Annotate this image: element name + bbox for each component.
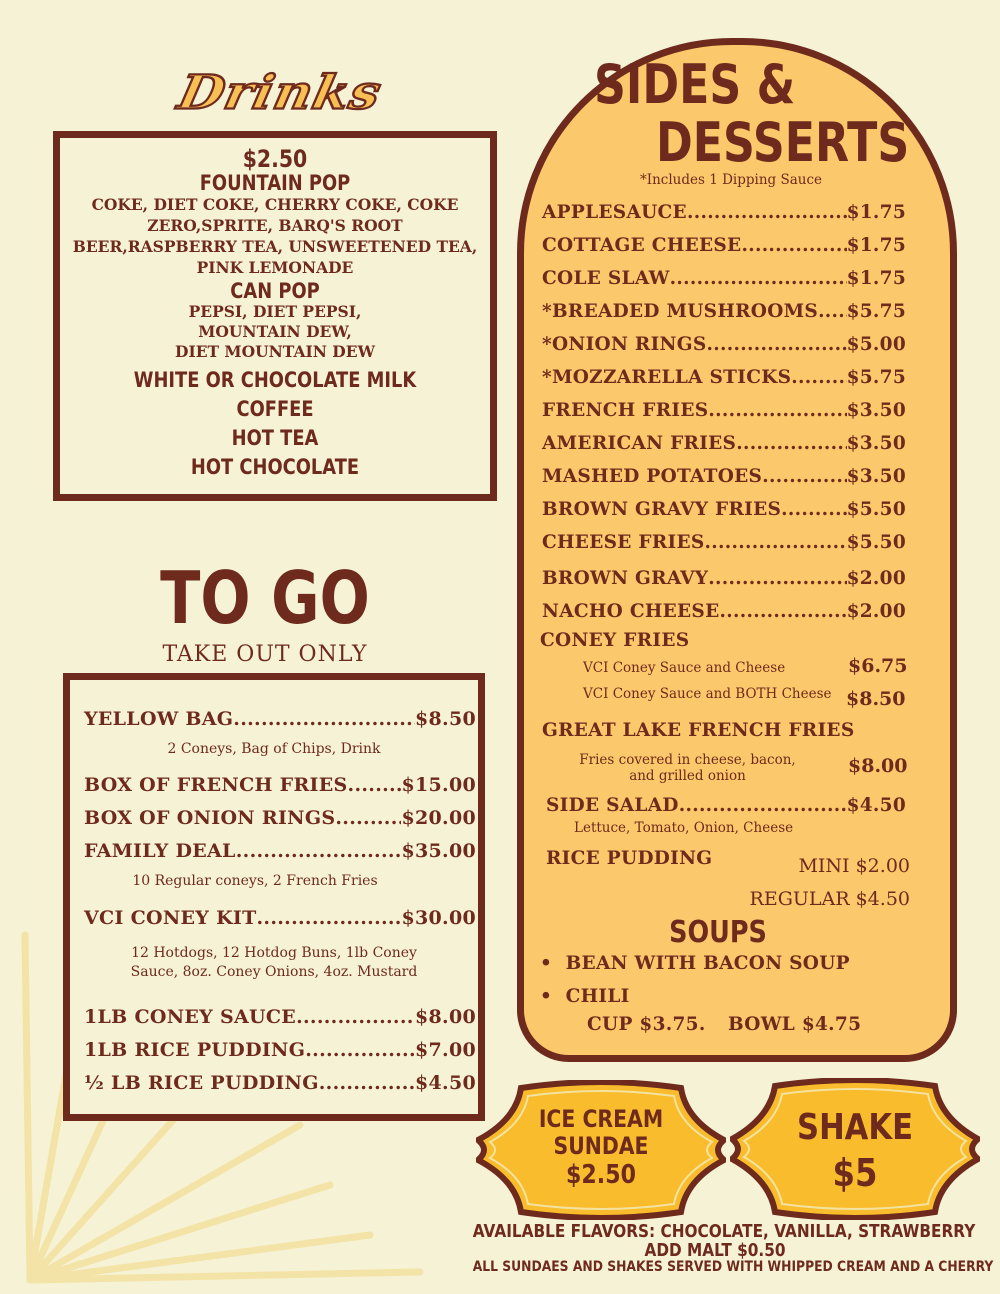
coney-kit-note-2: Sauce, 8oz. Coney Onions, 4oz. Mustard bbox=[130, 964, 418, 980]
shake-label: SHAKE bbox=[797, 1107, 913, 1148]
togo-label: ½ LB RICE PUDDING bbox=[84, 1072, 319, 1094]
side-price: $1.75 bbox=[846, 235, 906, 256]
togo-price: $35.00 bbox=[401, 840, 476, 862]
togo-price: $4.50 bbox=[415, 1072, 476, 1094]
side-label: APPLESAUCE bbox=[542, 202, 687, 223]
side-label: COLE SLAW bbox=[542, 268, 670, 289]
side-row bbox=[542, 367, 906, 388]
drink-item: COFFEE bbox=[236, 397, 314, 421]
flavors-line: AVAILABLE FLAVORS: CHOCOLATE, VANILLA, STRAWBERRY bbox=[472, 1221, 976, 1242]
coney-fries-price-2: $8.50 bbox=[846, 688, 906, 710]
shake-badge bbox=[730, 1078, 980, 1220]
sides-title-line1: SIDES & bbox=[594, 53, 796, 116]
togo-price: $8.50 bbox=[415, 708, 476, 730]
rice-pudding-heading: RICE PUDDING bbox=[546, 848, 713, 869]
togo-row bbox=[84, 840, 476, 862]
togo-row bbox=[84, 708, 476, 730]
coney-fries-option-2: VCI Coney Sauce and BOTH Cheese bbox=[583, 686, 832, 702]
side-row bbox=[542, 301, 906, 322]
great-lake-heading: GREAT LAKE FRENCH FRIES bbox=[542, 720, 855, 741]
sundae-label-1: ICE CREAM bbox=[538, 1105, 664, 1133]
togo-label: YELLOW BAG bbox=[84, 708, 234, 730]
sides-title-line2: DESSERTS bbox=[656, 111, 910, 174]
side-row bbox=[542, 334, 906, 355]
soup-label: BEAN WITH BACON SOUP bbox=[565, 953, 850, 974]
soup-label: CHILI bbox=[565, 986, 630, 1007]
add-malt-line: ADD MALT $0.50 bbox=[644, 1240, 786, 1261]
side-price: $5.50 bbox=[846, 499, 906, 520]
togo-row bbox=[84, 807, 476, 829]
side-label: NACHO CHEESE bbox=[542, 601, 720, 622]
side-label: MASHED POTATOES bbox=[542, 466, 763, 487]
family-deal-note: 10 Regular coneys, 2 French Fries bbox=[132, 873, 378, 889]
soup-item-1: • BEAN WITH BACON SOUP bbox=[540, 953, 850, 974]
great-lake-desc-1: Fries covered in cheese, bacon, bbox=[579, 752, 796, 768]
togo-price: $15.00 bbox=[401, 774, 476, 796]
chili-cup-price: CUP $3.75. bbox=[587, 1014, 706, 1035]
great-lake-price: $8.00 bbox=[848, 755, 908, 777]
badge-shape bbox=[730, 1078, 980, 1220]
togo-price: $20.00 bbox=[401, 807, 476, 829]
side-label: COTTAGE CHEESE bbox=[542, 235, 742, 256]
chili-bowl-price: BOWL $4.75 bbox=[728, 1014, 862, 1035]
togo-label: BOX OF ONION RINGS bbox=[84, 807, 336, 829]
side-label: *MOZZARELLA STICKS bbox=[542, 367, 792, 388]
side-row bbox=[542, 433, 906, 454]
side-salad-label: SIDE SALAD bbox=[546, 795, 679, 816]
togo-row bbox=[84, 1072, 476, 1094]
togo-title: TO GO bbox=[160, 556, 370, 640]
side-price: $3.50 bbox=[846, 433, 906, 454]
coney-kit-note-1: 12 Hotdogs, 12 Hotdog Buns, 1lb Coney bbox=[131, 945, 417, 961]
side-row bbox=[542, 400, 906, 421]
coney-fries-option-1: VCI Coney Sauce and Cheese bbox=[583, 660, 786, 676]
coney-fries-price-1: $6.75 bbox=[848, 655, 908, 677]
side-label: BROWN GRAVY FRIES bbox=[542, 499, 782, 520]
can-pop-heading: CAN POP bbox=[230, 279, 320, 303]
side-row bbox=[542, 601, 906, 622]
side-salad-price: $4.50 bbox=[846, 795, 906, 816]
rice-pudding-regular: REGULAR $4.50 bbox=[749, 888, 910, 910]
togo-label: FAMILY DEAL bbox=[84, 840, 236, 862]
side-row bbox=[542, 202, 906, 223]
whipped-cream-line: ALL SUNDAES AND SHAKES SERVED WITH WHIPPED CREAM AND A CHERRY bbox=[472, 1259, 994, 1275]
togo-row bbox=[84, 774, 476, 796]
side-price: $5.75 bbox=[846, 367, 906, 388]
togo-box bbox=[63, 673, 485, 1121]
drink-item: HOT TEA bbox=[231, 426, 319, 450]
sundae-price: $2.50 bbox=[566, 1160, 636, 1190]
side-price: $1.75 bbox=[846, 268, 906, 289]
dipping-sauce-note: *Includes 1 Dipping Sauce bbox=[640, 172, 822, 188]
side-label: FRENCH FRIES bbox=[542, 400, 709, 421]
togo-row bbox=[84, 907, 476, 929]
rice-pudding-mini: MINI $2.00 bbox=[798, 855, 910, 877]
side-price: $5.50 bbox=[846, 532, 906, 553]
side-row bbox=[542, 568, 906, 589]
side-label: CHEESE FRIES bbox=[542, 532, 705, 553]
togo-subtitle: TAKE OUT ONLY bbox=[162, 642, 368, 667]
coney-fries-heading: CONEY FRIES bbox=[540, 630, 690, 651]
side-row bbox=[542, 235, 906, 256]
side-label: *BREADED MUSHROOMS bbox=[542, 301, 819, 322]
togo-label: 1LB CONEY SAUCE bbox=[84, 1006, 297, 1028]
side-price: $1.75 bbox=[846, 202, 906, 223]
fountain-pop-heading: FOUNTAIN POP bbox=[199, 171, 351, 195]
side-price: $5.00 bbox=[846, 334, 906, 355]
yellow-bag-note: 2 Coneys, Bag of Chips, Drink bbox=[167, 741, 381, 757]
side-salad-desc: Lettuce, Tomato, Onion, Cheese bbox=[574, 820, 794, 836]
togo-label: BOX OF FRENCH FRIES bbox=[84, 774, 348, 796]
great-lake-desc-2: and grilled onion bbox=[629, 768, 746, 784]
side-price: $3.50 bbox=[846, 466, 906, 487]
side-salad-row bbox=[546, 795, 906, 816]
togo-label: VCI CONEY KIT bbox=[84, 907, 257, 929]
side-price: $2.00 bbox=[846, 601, 906, 622]
side-label: AMERICAN FRIES bbox=[542, 433, 737, 454]
drink-item: HOT CHOCOLATE bbox=[190, 455, 360, 479]
can-pop-list-2: MOUNTAIN DEW, bbox=[198, 322, 352, 341]
soup-item-2: • CHILI bbox=[540, 986, 630, 1007]
drinks-title: Drinks bbox=[173, 65, 387, 120]
side-row bbox=[542, 499, 906, 520]
sundae-label-2: SUNDAE bbox=[553, 1132, 649, 1160]
togo-price: $7.00 bbox=[415, 1039, 476, 1061]
togo-label: 1LB RICE PUDDING bbox=[84, 1039, 306, 1061]
can-pop-list-1: PEPSI, DIET PEPSI, bbox=[188, 302, 362, 321]
shake-price: $5 bbox=[832, 1151, 878, 1195]
fountain-pop-list: COKE, DIET COKE, CHERRY COKE, COKE ZERO,SPRITE, BARQ'S ROOT BEER,RASPBERRY TEA, UNSWEETENED TEA, PINK LEMONADE bbox=[72, 195, 478, 277]
sundae-badge bbox=[476, 1080, 726, 1220]
side-price: $3.50 bbox=[846, 400, 906, 421]
side-row bbox=[542, 466, 906, 487]
togo-row bbox=[84, 1006, 476, 1028]
side-row bbox=[542, 532, 906, 553]
drinks-box bbox=[53, 131, 497, 501]
drinks-price: $2.50 bbox=[242, 145, 308, 173]
drink-item: WHITE OR CHOCOLATE MILK bbox=[133, 368, 417, 392]
togo-row bbox=[84, 1039, 476, 1061]
soups-title: SOUPS bbox=[669, 915, 767, 950]
side-row bbox=[542, 268, 906, 289]
side-price: $5.75 bbox=[846, 301, 906, 322]
side-label: BROWN GRAVY bbox=[542, 568, 709, 589]
can-pop-list-3: DIET MOUNTAIN DEW bbox=[175, 342, 375, 361]
togo-price: $8.00 bbox=[415, 1006, 476, 1028]
side-price: $2.00 bbox=[846, 568, 906, 589]
togo-price: $30.00 bbox=[401, 907, 476, 929]
side-label: *ONION RINGS bbox=[542, 334, 707, 355]
